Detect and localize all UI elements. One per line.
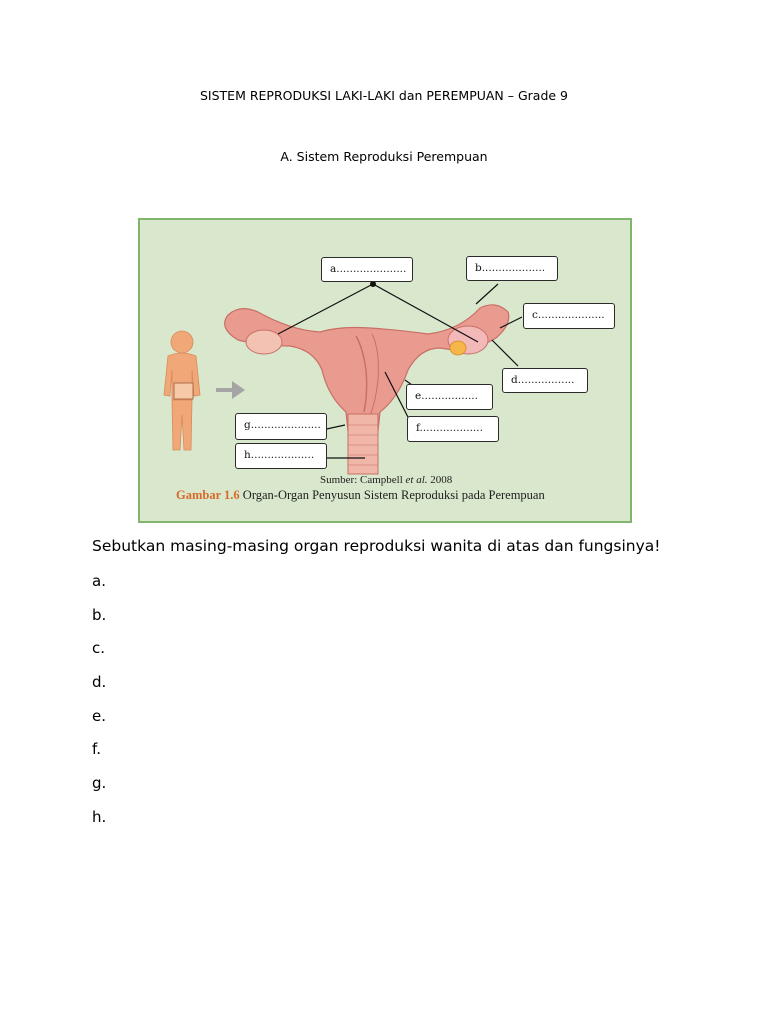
label-box-g: g.....................: [235, 413, 327, 440]
caption-label: Gambar 1.6: [176, 488, 240, 502]
answer-item: e.: [92, 706, 106, 725]
label-box-d: d.................: [502, 368, 588, 393]
figure-source: Sumber: Campbell et al. 2008: [320, 474, 453, 486]
answer-item: h.: [92, 807, 107, 826]
answer-list: [92, 570, 106, 840]
pelvis-highlight: [174, 383, 193, 399]
reproductive-system-figure: [138, 218, 632, 523]
label-box-b: b...................: [466, 256, 558, 281]
caption-text: Organ-Organ Penyusun Sistem Reproduksi pada Perempuan: [239, 488, 545, 502]
label-box-c: c....................: [523, 303, 615, 329]
answer-item: b.: [92, 605, 107, 624]
question-text: Sebutkan masing-masing organ reproduksi wanita di atas dan fungsinya!: [92, 537, 661, 555]
arrow-icon: [216, 381, 245, 399]
label-box-a: a.....................: [321, 257, 413, 282]
answer-item: d.: [92, 673, 107, 692]
answer-item: a.: [92, 572, 106, 590]
label-box-f: f...................: [407, 416, 499, 442]
answer-item: c.: [92, 639, 106, 658]
section-heading: A. Sistem Reproduksi Perempuan: [280, 149, 488, 164]
label-box-e: e.................: [406, 384, 493, 410]
answer-item: g.: [92, 774, 107, 793]
figure-caption: [176, 488, 545, 503]
page-title: SISTEM REPRODUKSI LAKI-LAKI dan PEREMPUAN – Grade 9: [199, 88, 569, 103]
label-box-h: h...................: [235, 443, 327, 469]
answer-item: f.: [92, 740, 101, 759]
